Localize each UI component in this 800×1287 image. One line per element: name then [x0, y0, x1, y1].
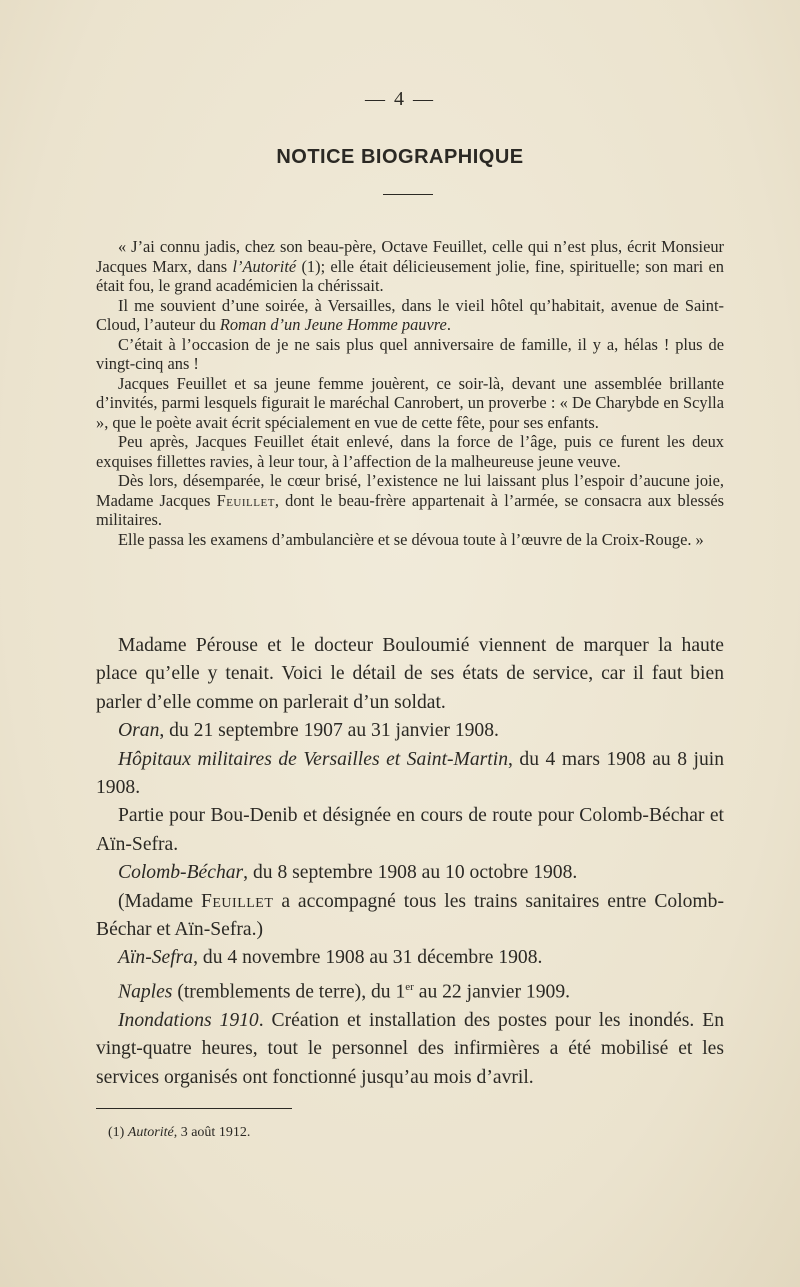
service-entry: Oran, du 21 septembre 1907 au 31 janvier 1908.	[118, 720, 499, 742]
quote-paragraph: Peu après, Jacques Feuillet était enlevé, dans la force de l’âge, puis ce furent les deux exquises fillettes ravies, à leur tour, à l’affection de la malheureuse jeune veuve.	[96, 432, 724, 471]
service-entry: Hôpitaux militaires de Versailles et Saint-Martin, du 4 mars 1908 au 8 juin 1908.	[96, 748, 725, 799]
page-title: NOTICE BIOGRAPHIQUE	[276, 146, 524, 168]
quote-paragraph: Dès lors, désemparée, le cœur brisé, l’existence ne lui laissant plus l’espoir d’aucune joie, Madame Jacques Feuillet, dont le beau-frère appartenait à l’armée, se consacra aux blessés militaires.	[96, 471, 724, 529]
service-entry: Inondations 1910. Création et installation des postes pour les inondés. En vingt-quatre heures, tout le personnel des infirmières a été mobilisé et les services organisés ont fonctionné jusqu’au mois d’avril.	[96, 1009, 724, 1088]
main-text	[96, 632, 724, 1092]
service-entry: Naples (tremblements de terre), du 1er au 22 janvier 1909.	[118, 980, 571, 1003]
service-entry: (Madame Feuillet a accompagné tous les trains sanitaires entre Colomb-Béchar et Aïn-Sefra.)	[96, 890, 724, 941]
body-paragraph: Madame Pérouse et le docteur Bouloumié viennent de marquer la haute place qu’elle y tenait. Voici le détail de ses états de service, car il faut bien parler d’elle comme on parlerait d’un soldat.	[96, 635, 724, 713]
quote-paragraph: Elle passa les examens d’ambulancière et se dévoua toute à l’œuvre de la Croix-Rouge. »	[118, 529, 704, 549]
service-entry: Partie pour Bou-Denib et désignée en cours de route pour Colomb-Béchar et Aïn-Sefra.	[96, 805, 724, 855]
quote-paragraph: Il me souvient d’une soirée, à Versailles, dans le vieil hôtel qu’habitait, avenue de Saint-Cloud, l’auteur du Roman d’un Jeune Homme pauvre.	[96, 295, 724, 334]
quote-paragraph: « J’ai connu jadis, chez son beau-père, Octave Feuillet, celle qui n’est plus, écrit Monsieur Jacques Marx, dans l’Autorité (1); elle était délicieusement jolie, fine, spirituelle; son mari en était fou, le grand académicien la chérissait.	[96, 237, 724, 295]
footnote: (1) Autorité, 3 août 1912.	[108, 1125, 251, 1140]
service-entry: Aïn-Sefra, du 4 novembre 1908 au 31 décembre 1908.	[118, 947, 543, 969]
page-number: — 4 —	[365, 88, 435, 110]
quote-paragraph: Jacques Feuillet et sa jeune femme jouèrent, ce soir-là, devant une assemblée brillante d’invités, parmi lesquels figurait le maréchal Canrobert, un proverbe : « De Charybde en Scylla », que le poète avait écrit spécialement en vue de cette fête, pour ses enfants.	[96, 373, 724, 432]
title-divider	[383, 194, 433, 195]
footnote-divider	[96, 1108, 292, 1109]
service-entry: Colomb-Béchar, du 8 septembre 1908 au 10 octobre 1908.	[118, 862, 578, 884]
quote-paragraph: C’était à l’occasion de je ne sais plus quel anniversaire de famille, il y a, hélas ! plus de vingt-cinq ans !	[96, 334, 724, 373]
quoted-passage	[96, 237, 724, 549]
